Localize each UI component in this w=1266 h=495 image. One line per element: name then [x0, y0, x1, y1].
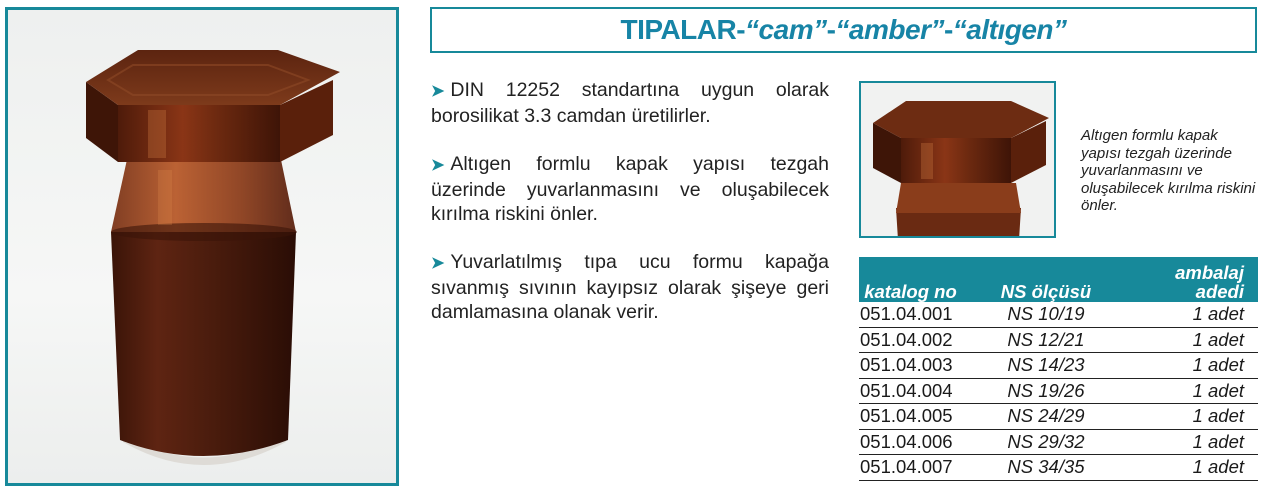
feature-item	[431, 152, 829, 226]
title-separator: -	[736, 14, 746, 45]
hex-cap-image	[861, 83, 1056, 238]
feature-text: Altıgen formlu kapak yapısı tezgah üzerinde yuvarlanmasını ve oluşabilecek kırılma riskini önler.	[431, 153, 829, 225]
title-main: TIPALAR	[620, 14, 737, 45]
chevron-right-icon: ➤	[431, 83, 445, 100]
feature-text: DIN 12252 standartına uygun olarak borosilikat 3.3 camdan üretilirler.	[431, 79, 829, 127]
cell-catalog-no: 051.04.002	[859, 327, 962, 353]
table-row	[859, 327, 1258, 353]
table-row	[859, 455, 1258, 481]
cell-catalog-no: 051.04.004	[859, 378, 962, 404]
feature-item	[431, 78, 829, 128]
image-caption: Altıgen formlu kapak yapısı tezgah üzerinde yuvarlanmasını ve oluşabilecek kırılma riskini önler.	[1081, 127, 1256, 214]
table-row	[859, 353, 1258, 379]
table-row	[859, 429, 1258, 455]
table-row	[859, 378, 1258, 404]
cell-catalog-no: 051.04.005	[859, 404, 962, 430]
chevron-right-icon: ➤	[431, 157, 445, 174]
header-ambalaj-adedi: ambalaj adedi	[1130, 257, 1258, 302]
title-part-amber: “amber”	[835, 14, 944, 45]
cell-quantity: 1 adet	[1130, 302, 1258, 327]
header-ns-olcusu: NS ölçüsü	[962, 257, 1130, 302]
cell-ns-size: NS 10/19	[962, 302, 1130, 327]
chevron-right-icon: ➤	[431, 255, 445, 272]
title-separator: -	[826, 14, 836, 45]
cell-ns-size: NS 34/35	[962, 455, 1130, 481]
cell-quantity: 1 adet	[1130, 455, 1258, 481]
table-row	[859, 302, 1258, 327]
feature-list	[431, 78, 829, 348]
cell-ns-size: NS 12/21	[962, 327, 1130, 353]
header-katalog-no: katalog no	[859, 257, 962, 302]
hex-cap-thumbnail	[859, 81, 1056, 238]
cell-ns-size: NS 14/23	[962, 353, 1130, 379]
cell-quantity: 1 adet	[1130, 378, 1258, 404]
cell-catalog-no: 051.04.003	[859, 353, 962, 379]
cell-catalog-no: 051.04.006	[859, 429, 962, 455]
cell-quantity: 1 adet	[1130, 429, 1258, 455]
feature-text: Yuvarlatılmış tıpa ucu formu kapağa sıvanmış sıvının kayıpsız olarak şişeye geri damlamasına olanak verir.	[431, 251, 829, 323]
title-separator: -	[943, 14, 953, 45]
page-title	[430, 7, 1257, 53]
cell-quantity: 1 adet	[1130, 327, 1258, 353]
cell-quantity: 1 adet	[1130, 353, 1258, 379]
amber-stopper-image	[8, 10, 399, 486]
feature-item	[431, 250, 829, 324]
title-part-altigen: “altıgen”	[952, 14, 1067, 45]
cell-ns-size: NS 24/29	[962, 404, 1130, 430]
cell-catalog-no: 051.04.001	[859, 302, 962, 327]
table-header-row	[859, 257, 1258, 302]
cell-ns-size: NS 19/26	[962, 378, 1130, 404]
cell-catalog-no: 051.04.007	[859, 455, 962, 481]
title-part-cam: “cam”	[745, 14, 827, 45]
cell-quantity: 1 adet	[1130, 404, 1258, 430]
catalog-table	[859, 257, 1258, 481]
product-photo	[5, 7, 399, 486]
cell-ns-size: NS 29/32	[962, 429, 1130, 455]
table-row	[859, 404, 1258, 430]
